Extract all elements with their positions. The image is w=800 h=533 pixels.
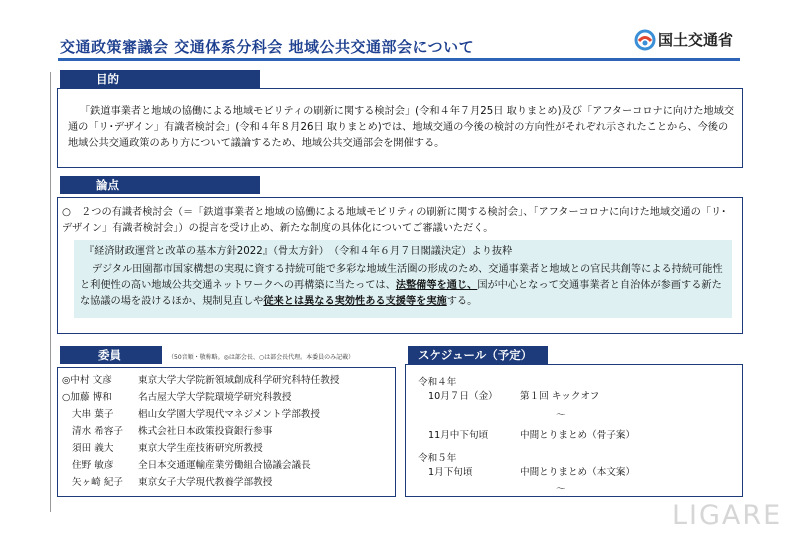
mlit-logo bbox=[634, 28, 754, 52]
member-row bbox=[62, 406, 320, 420]
schedule-event-3: 中間とりまとめ（本文案） bbox=[520, 467, 636, 478]
quote-title: 『経済財政運営と改革の基本方針2022』（骨太方針） （令和４年６月７日閣議決定）より抜粋 bbox=[84, 246, 513, 257]
members-tab bbox=[60, 346, 162, 364]
issues-text: ○ ２つの有識者検討会（＝「鉄道事業者と地域の協働による地域モビリティの刷新に関する検討会」、「アフターコロナに向けた地域交通の「リ･デザイン」有識者検討会」）の提言を受け止め、新たな制度の具体化についてご審議いただく。 bbox=[62, 207, 727, 234]
schedule-label: スケジュール（予定） bbox=[418, 348, 533, 362]
schedule-date-3: 1月下旬頃 bbox=[428, 467, 473, 478]
purpose-label: 目的 bbox=[96, 72, 119, 86]
mlit-logo-icon bbox=[634, 28, 656, 52]
schedule-wave-2: 〜 bbox=[556, 484, 566, 495]
member-name: 清水 希容子 bbox=[72, 426, 124, 437]
member-name: ○加藤 博和 bbox=[62, 392, 112, 403]
member-row bbox=[62, 474, 272, 488]
schedule-year-2: 令和５年 bbox=[418, 453, 457, 464]
logo-text: 国土交通省 bbox=[658, 31, 734, 49]
purpose-text: 「鉄道事業者と地域の協働による地域モビリティの刷新に関する検討会」(令和４年７月25日 取りまとめ)及び「アフターコロナに向けた地域交通の「リ･デザイン」有識者検討会」(令和４年８月26日 取りまとめ)では、地域交通の今後の検討の方向性がそれぞれ示されたことから、今後の地域公共交通政策のあり方について議論するため、地域公共交通部会を開催する。 bbox=[68, 106, 735, 149]
quote-part1: デジタル田園都市国家構想の実現に資する持続可能で多彩な地域生活圏の形成のため、交通事業者と地域との官民共創等による持続可能性と利便性の高い地域公共交通ネットワークへの再構築に当たっては、 bbox=[80, 264, 723, 291]
member-name: 住野 敏彦 bbox=[72, 460, 114, 471]
issues-label: 論点 bbox=[96, 178, 119, 192]
member-row bbox=[62, 440, 263, 454]
member-affiliation: 東京大学大学院新領域創成科学研究科特任教授 bbox=[138, 375, 340, 386]
schedule-tab bbox=[408, 346, 548, 364]
schedule-date-1: 10月７日（金） bbox=[428, 391, 498, 402]
member-affiliation: 東京大学生産技術研究所教授 bbox=[138, 443, 263, 454]
watermark: LIGARE bbox=[672, 500, 783, 531]
member-affiliation: 東京女子大学現代教養学部教授 bbox=[138, 477, 273, 488]
quote-part3: する。 bbox=[446, 296, 478, 307]
schedule-event-1: 第１回 キックオフ bbox=[520, 391, 600, 402]
member-row bbox=[62, 457, 311, 471]
members-label: 委員 bbox=[98, 348, 121, 362]
quote-part2: 国が中心となって交通事業者と自治体が参画する新たな協議の場を設けるほか、規制見直しや bbox=[80, 280, 722, 307]
member-name: ◎中村 文彦 bbox=[62, 375, 112, 386]
member-name: 大串 葉子 bbox=[72, 409, 114, 420]
member-affiliation: 椙山女学園大学現代マネジメント学部教授 bbox=[138, 409, 320, 420]
issues-tab bbox=[60, 176, 260, 194]
purpose-tab bbox=[60, 70, 260, 88]
members-note: （50音順・敬称略。◎は部会長、○は部会長代理。本委員のみ記載） bbox=[168, 354, 355, 361]
schedule-wave-1: 〜 bbox=[556, 410, 566, 421]
member-row bbox=[62, 423, 272, 437]
schedule-year-1: 令和４年 bbox=[418, 377, 457, 388]
left-rule bbox=[50, 72, 51, 512]
quote-emphasis-2: 従来とは異なる実効性ある支援等を実施 bbox=[263, 296, 447, 307]
schedule-date-2: 11月中下旬頃 bbox=[428, 430, 489, 441]
page-title: 交通政策審議会 交通体系分科会 地域公共交通部会について bbox=[60, 38, 475, 56]
member-affiliation: 名古屋大学大学院環境学研究科教授 bbox=[138, 392, 292, 403]
title-underline bbox=[58, 58, 740, 61]
member-affiliation: 株式会社日本政策投資銀行参事 bbox=[138, 426, 273, 437]
member-row bbox=[62, 372, 339, 386]
member-name: 須田 義大 bbox=[72, 443, 114, 454]
member-name: 矢ヶ崎 紀子 bbox=[72, 477, 124, 488]
quote-body bbox=[80, 262, 728, 310]
quote-emphasis-1: 法整備等を通じ、 bbox=[395, 280, 478, 291]
member-affiliation: 全日本交通運輸産業労働組合協議会議長 bbox=[138, 460, 311, 471]
member-row bbox=[62, 389, 292, 403]
schedule-event-2: 中間とりまとめ（骨子案） bbox=[520, 430, 636, 441]
